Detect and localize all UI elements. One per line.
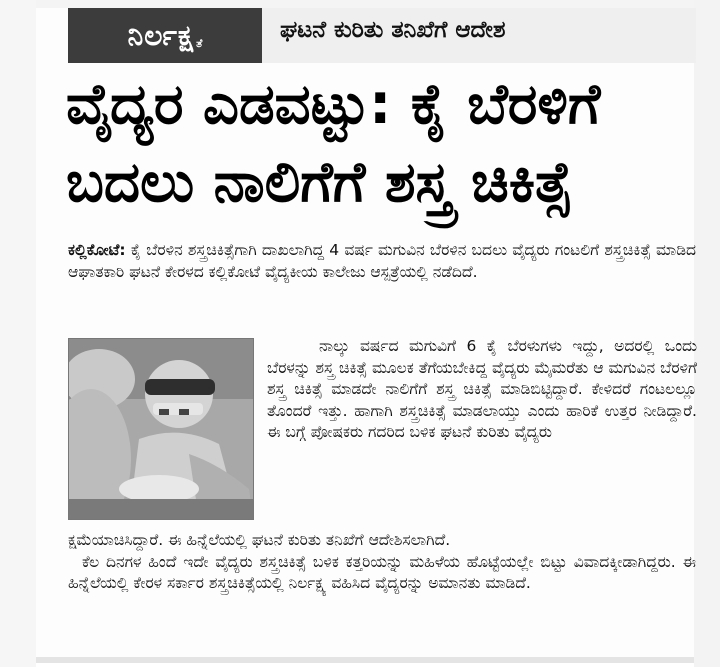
para2-continuation: ಕ್ಷಮೆಯಾಚಿಸಿದ್ದಾರೆ. ಈ ಹಿನ್ನೆಲೆಯಲ್ಲಿ ಘಟನೆ ಕುರಿತು ತನಿಖೆಗೆ ಆದೇಶಿಸಲಾಗಿದೆ.: [68, 531, 451, 549]
body-paragraph-full: [68, 530, 696, 595]
para3-text: ಕೆಲ ದಿನಗಳ ಹಿಂದೆ ಇದೇ ವೈದ್ಯರು ಶಸ್ತ್ರಚಿಕಿತ್ಸೆ ಬಳಿಕ ಕತ್ತರಿಯನ್ನು ಮಹಿಳೆಯ ಹೊಟ್ಟೆಯಲ್ಲೇ ಬಿಟ್ಟು ವಿವಾದಕ್ಕೀಡಾಗಿದ್ದರು. ಈ ಹಿನ್ನೆಲೆಯಲ್ಲಿ ಕೇರಳ ಸರ್ಕಾರ ಶಸ್ತ್ರಚಿಕಿತ್ಸೆಯಲ್ಲಿ ನಿರ್ಲಕ್ಷ್ಯ ವಹಿಸಿದ ವೈದ್ಯರನ್ನು ಅಮಾನತು ಮಾಡಿದೆ.: [68, 552, 696, 592]
brand-sub: ತೆ: [196, 36, 203, 50]
page-edge-top: [0, 0, 720, 8]
dateline: ಕಲ್ಲಿಕೋಟೆ:: [68, 241, 126, 259]
headline-line-2: ಬದಲು ನಾಲಿಗೆಗೆ ಶಸ್ತ್ರ ಚಿಕಿತ್ಸೆ: [66, 150, 573, 215]
page-edge-left: [0, 0, 36, 667]
surgeons-illustration: [69, 339, 253, 519]
headline-line-1: ವೈದ್ಯರ ಎಡವಟ್ಟು: ಕೈ ಬೆರಳಿಗೆ: [66, 72, 601, 137]
intro-text: ಕೈ ಬೆರಳಿನ ಶಸ್ತ್ರಚಿಕಿತ್ಸೆಗಾಗಿ ದಾಖಲಾಗಿದ್ದ 4 ವರ್ಷ ಮಗುವಿನ ಬೆರಳಿನ ಬದಲು ವೈದ್ಯರು ಗಂಟಲಿಗೆ ಶಸ್ತ್ರಚಿಕಿತ್ಸೆ ಮಾಡಿದ ಆಘಾತಕಾರಿ ಘಟನೆ ಕೇರಳದ ಕಲ್ಲಿಕೋಟೆ ವೈದ್ಯಕೀಯ ಕಾಲೇಜು ಆಸ್ಪತ್ರೆಯಲ್ಲಿ ನಡೆದಿದೆ.: [68, 241, 696, 281]
intro-paragraph: [68, 240, 696, 283]
headline: [66, 66, 706, 222]
body-paragraph-side: [267, 336, 697, 444]
kicker-text: ಘಟನೆ ಕುರಿತು ತನಿಖೆಗೆ ಆದೇಶ: [280, 17, 506, 43]
bottom-edge: [36, 657, 694, 663]
section-brand: [68, 8, 262, 63]
side-paragraph-text: ನಾಲ್ಕು ವರ್ಷದ ಮಗುವಿಗೆ 6 ಕೈ ಬೆರಳುಗಳು ಇದ್ದು, ಅದರಲ್ಲಿ ಒಂದು ಬೆರಳನ್ನು ಶಸ್ತ್ರ ಚಿಕಿತ್ಸೆ ಮೂಲಕ ತೆಗೆಯಬೇಕಿದ್ದ ವೈದ್ಯರು ಮೈಮರೆತು ಆ ಮಗುವಿನ ಬೆರಳಿಗೆ ಶಸ್ತ್ರ ಚಿಕಿತ್ಸೆ ಮಾಡದೇ ನಾಲಿಗೆಗೆ ಶಸ್ತ್ರ ಚಿಕಿತ್ಸೆ ಮಾಡಿಬಿಟ್ಟಿದ್ದಾರೆ. ಕೇಳಿದರೆ ಗಂಟಲಲ್ಲೂ ತೊಂದರೆ ಇತ್ತು. ಹಾಗಾಗಿ ಶಸ್ತ್ರಚಿಕಿತ್ಸೆ ಮಾಡಲಾಯ್ತು ಎಂದು ಹಾರಿಕೆ ಉತ್ತರ ನೀಡಿದ್ದಾರೆ. ಈ ಬಗ್ಗೆ ಪೋಷಕರು ಗದರಿದ ಬಳಿಕ ಘಟನೆ ಕುರಿತು ವೈದ್ಯರು: [267, 337, 697, 441]
surgery-photo: [68, 338, 254, 520]
newspaper-clipping: [36, 8, 697, 660]
brand-name: ನಿರ್ಲಕ್ಷ: [127, 18, 195, 52]
